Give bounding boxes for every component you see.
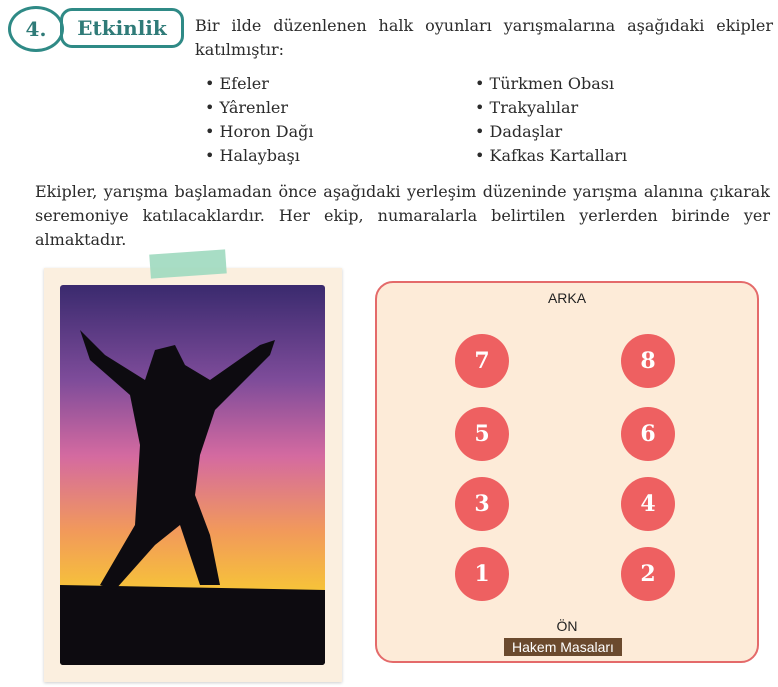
team-item: • Horon Dağı: [205, 120, 314, 144]
activity-number: 4.: [8, 6, 64, 52]
seat-2: 2: [621, 547, 675, 601]
team-item: • Yârenler: [205, 96, 314, 120]
team-item: • Trakyalılar: [475, 96, 627, 120]
back-label: ARKA: [547, 290, 587, 306]
intro-text: Bir ilde düzenlenen halk oyunları yarışmalarına aşağıdaki ekipler katılmıştır:: [195, 16, 773, 59]
team-list-left: [205, 72, 314, 168]
activity-title: Etkinlik: [60, 8, 184, 48]
seat-5: 5: [455, 407, 509, 461]
seat-7: 7: [455, 334, 509, 388]
team-item: • Efeler: [205, 72, 314, 96]
seat-1: 1: [455, 547, 509, 601]
team-list-right: [475, 72, 627, 168]
dancer-silhouette-icon: [60, 285, 325, 665]
seat-4: 4: [621, 477, 675, 531]
seating-board: [375, 281, 759, 663]
seat-3: 3: [455, 477, 509, 531]
team-item: • Halaybaşı: [205, 144, 314, 168]
judges-table: Hakem Masaları: [504, 638, 622, 656]
team-item: • Dadaşlar: [475, 120, 627, 144]
team-item: • Türkmen Obası: [475, 72, 627, 96]
front-label: ÖN: [556, 618, 578, 634]
seat-8: 8: [621, 334, 675, 388]
body-text: Ekipler, yarışma başlamadan önce aşağıdaki yerleşim düzeninde yarışma alanına çıkarak seremoniye katılacaklardır. Her ekip, numaralarla belirtilen yerlerden birinde yer almaktadır.: [35, 182, 770, 249]
seat-6: 6: [621, 407, 675, 461]
dancer-photo: [60, 285, 325, 665]
team-item: • Kafkas Kartalları: [475, 144, 627, 168]
